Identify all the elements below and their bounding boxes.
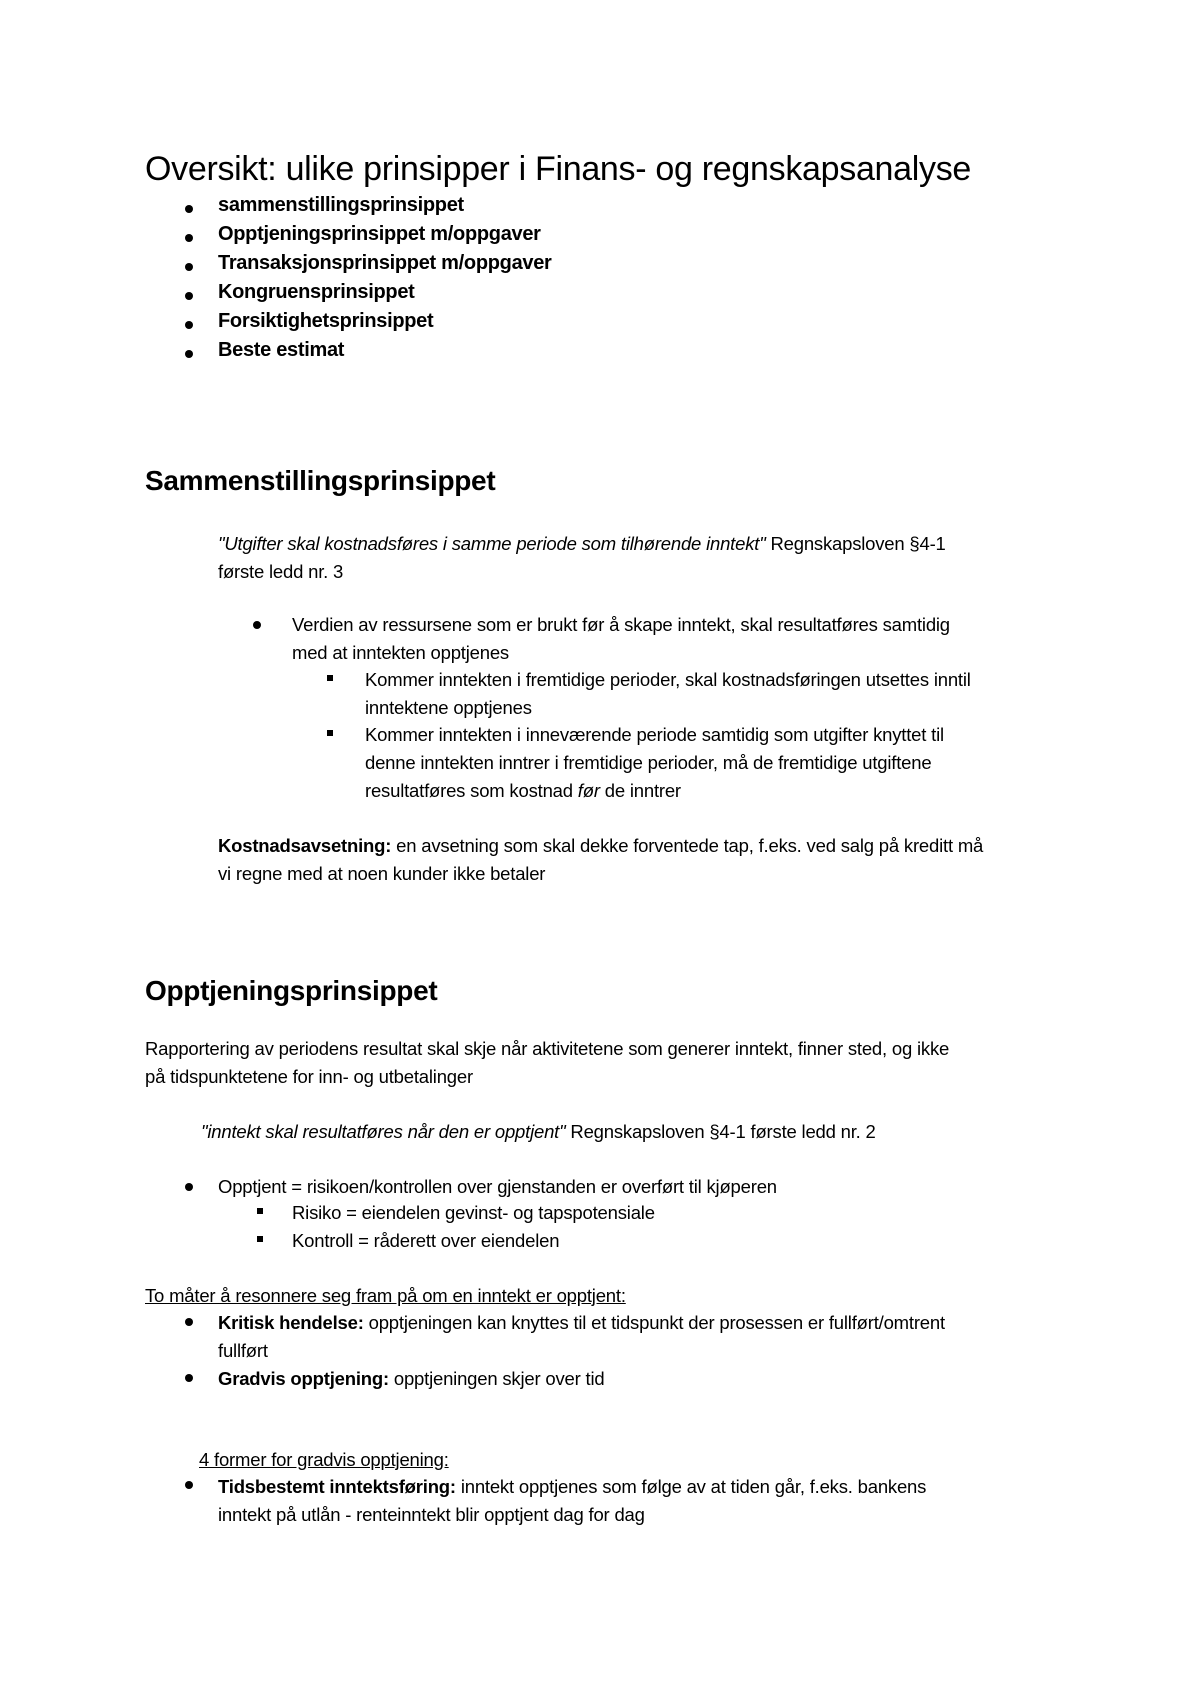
square-bullet-icon: [257, 1208, 263, 1214]
list-item: [218, 1368, 604, 1390]
list-item: [218, 1476, 926, 1498]
bullet-icon: [185, 1481, 193, 1489]
bullet-icon: [185, 234, 193, 242]
quote-reference-continued: første ledd nr. 3: [218, 561, 344, 582]
bullet-icon: [185, 263, 193, 271]
section-heading-opptjening: Opptjeningsprinsippet: [145, 975, 438, 1006]
emphasis-text: før: [577, 780, 600, 801]
sub-list-item-continued: denne inntekten inntrer i fremtidige perioder, må de fremtidige utgiftene: [365, 752, 932, 773]
bullet-icon: [185, 1374, 193, 1382]
definition-continued: vi regne med at noen kunder ikke betaler: [218, 863, 546, 884]
bullet-icon: [185, 1318, 193, 1326]
item-label: Kritisk hendelse:: [218, 1312, 364, 1333]
bullet-icon: [185, 292, 193, 300]
list-item: Verdien av ressursene som er brukt før å skape inntekt, skal resultatføres samtidig: [292, 614, 950, 635]
square-bullet-icon: [327, 675, 333, 681]
item-label: Gradvis opptjening:: [218, 1368, 389, 1389]
sub-list-item-continued: inntektene opptjenes: [365, 697, 532, 718]
overview-item: Beste estimat: [218, 339, 345, 361]
list-item-continued: fullført: [218, 1340, 268, 1361]
list-item-continued: med at inntekten opptjenes: [292, 642, 509, 663]
list-item-continued: inntekt på utlån - renteinntekt blir opptjent dag for dag: [218, 1504, 645, 1525]
quote-text: "inntekt skal resultatføres når den er opptjent": [201, 1121, 566, 1142]
definition-label: Kostnadsavsetning:: [218, 835, 392, 856]
definition-text: en avsetning som skal dekke forventede tap, f.eks. ved salg på kreditt må: [391, 835, 984, 856]
bullet-icon: [253, 621, 261, 629]
sub-list-item: Kommer inntekten i inneværende periode samtidig som utgifter knyttet til: [365, 724, 944, 745]
sub-list-item: Risiko = eiendelen gevinst- og tapspotensiale: [292, 1202, 655, 1223]
overview-item: Kongruensprinsippet: [218, 281, 415, 303]
list-item: Opptjent = risikoen/kontrollen over gjenstanden er overført til kjøperen: [218, 1176, 777, 1197]
subheading-forms: 4 former for gradvis opptjening:: [199, 1449, 449, 1470]
sub-list-text-end: de inntrer: [599, 780, 681, 801]
section-heading-sammenstilling: Sammenstillingsprinsippet: [145, 465, 496, 496]
list-item: [218, 1312, 945, 1334]
overview-item: Transaksjonsprinsippet m/oppgaver: [218, 252, 552, 274]
square-bullet-icon: [257, 1236, 263, 1242]
sub-list-item: Kontroll = råderett over eiendelen: [292, 1230, 560, 1251]
square-bullet-icon: [327, 730, 333, 736]
paragraph: Rapportering av periodens resultat skal skje når aktivitetene som generer inntekt, finner sted, og ikke: [145, 1038, 950, 1059]
item-text: opptjeningen skjer over tid: [388, 1368, 605, 1389]
quote-text: "Utgifter skal kostnadsføres i samme periode som tilhørende inntekt": [218, 533, 766, 554]
bullet-icon: [185, 1183, 193, 1191]
sub-list-item: Kommer inntekten i fremtidige perioder, skal kostnadsføringen utsettes inntil: [365, 669, 971, 690]
definition-line: [218, 835, 983, 857]
item-text: opptjeningen kan knyttes til et tidspunkt der prosessen er fullført/omtrent: [363, 1312, 945, 1333]
overview-item: Forsiktighetsprinsippet: [218, 310, 434, 332]
quote-reference: Regnskapsloven §4-1: [765, 533, 946, 554]
subheading-ways: To måter å resonnere seg fram på om en inntekt er opptjent:: [145, 1285, 626, 1306]
bullet-icon: [185, 321, 193, 329]
overview-item: Opptjeningsprinsippet m/oppgaver: [218, 223, 541, 245]
sub-list-text: resultatføres som kostnad: [365, 780, 578, 801]
paragraph-continued: på tidspunktetene for inn- og utbetalinger: [145, 1066, 473, 1087]
overview-item: sammenstillingsprinsippet: [218, 194, 464, 216]
bullet-icon: [185, 205, 193, 213]
quote-line: [201, 1121, 876, 1143]
item-label: Tidsbestemt inntektsføring:: [218, 1476, 456, 1497]
page-title: Oversikt: ulike prinsipper i Finans- og regnskapsanalyse: [145, 150, 972, 188]
item-text: inntekt opptjenes som følge av at tiden går, f.eks. bankens: [455, 1476, 927, 1497]
quote-reference: Regnskapsloven §4-1 første ledd nr. 2: [565, 1121, 876, 1142]
sub-list-item-continued: [365, 780, 681, 802]
bullet-icon: [185, 350, 193, 358]
quote-line: [218, 533, 946, 555]
